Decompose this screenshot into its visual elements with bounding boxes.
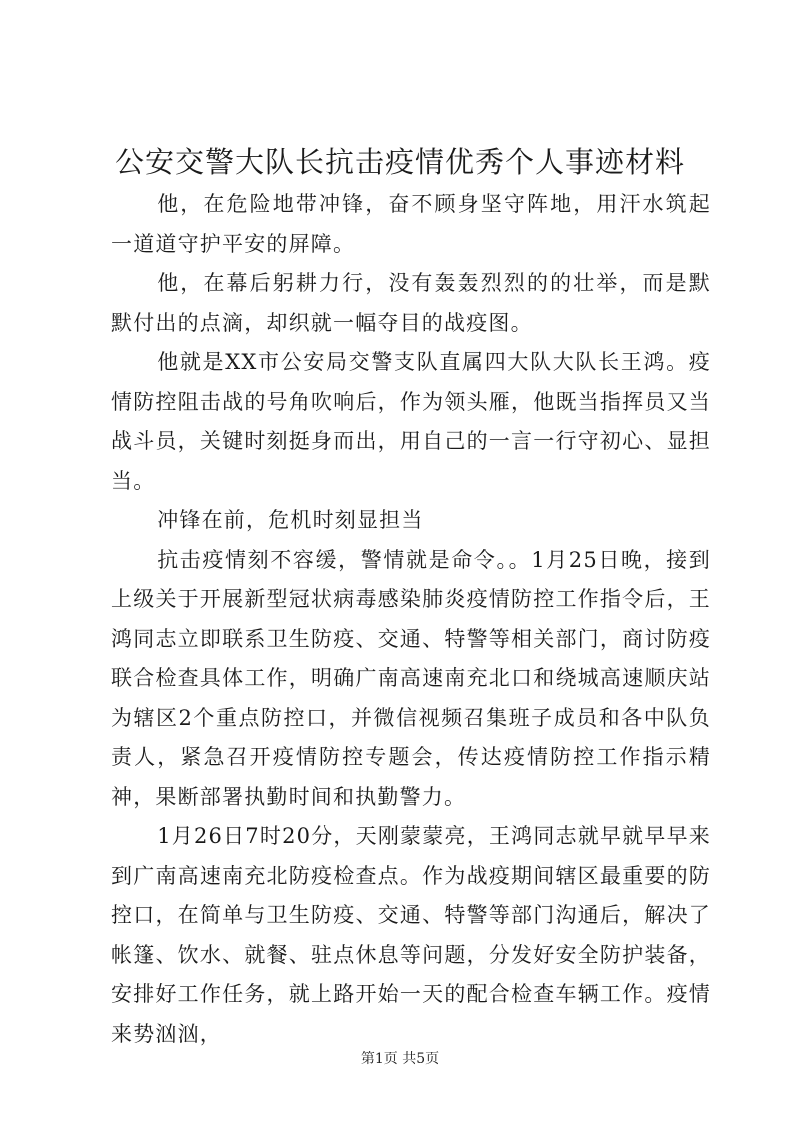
paragraph-3: 他就是XX市公安局交警支队直属四大队大队长王鸿。疫情防控阻击战的号角吹响后，作为领头雁，他既当指挥员又当战斗员，关键时刻挺身而出，用自己的一言一行守初心、显担当。 <box>111 350 711 493</box>
paragraph-1: 他，在危险地带冲锋，奋不顾身坚守阵地，用汗水筑起一道道守护平安的屏障。 <box>111 192 711 256</box>
paragraph-4: 抗击疫情刻不容缓，警情就是命令。。1月25日晚，接到上级关于开展新型冠状病毒感染肺炎疫情防控工作指令后，王鸿同志立即联系卫生防疫、交通、特警等相关部门，商讨防疫联合检查具体工作，明确广南高速南充北口和绕城高速顺庆站为辖区2个重点防控口，并微信视频召集班子成员和各中队负责人，紧急召开疫情防控专题会，传达疫情防控工作指示精神，果断部署执勤时间和执勤警力。 <box>111 547 711 809</box>
document-title: 公安交警大队长抗击疫情优秀个人事迹材料 <box>114 145 685 179</box>
section-heading: 冲锋在前，危机时刻显担当 <box>157 508 424 532</box>
document-body <box>111 185 711 1054</box>
paragraph-2: 他，在幕后躬耕力行，没有轰轰烈烈的的壮举，而是默默付出的点滴，却织就一幅夺目的战疫图。 <box>111 271 711 335</box>
paragraph-5: 1月26日7时20分，天刚蒙蒙亮，王鸿同志就早就早早来到广南高速南充北防疫检查点。作为战疫期间辖区最重要的防控口，在简单与卫生防疫、交通、特警等部门沟通后，解决了帐篷、饮水、就餐、驻点休息等问题，分发好安全防护装备，安排好工作任务，就上路开始一天的配合检查车辆工作。疫情来势汹汹， <box>111 824 711 1046</box>
page-footer: 第1页 共5页 <box>360 1051 440 1067</box>
